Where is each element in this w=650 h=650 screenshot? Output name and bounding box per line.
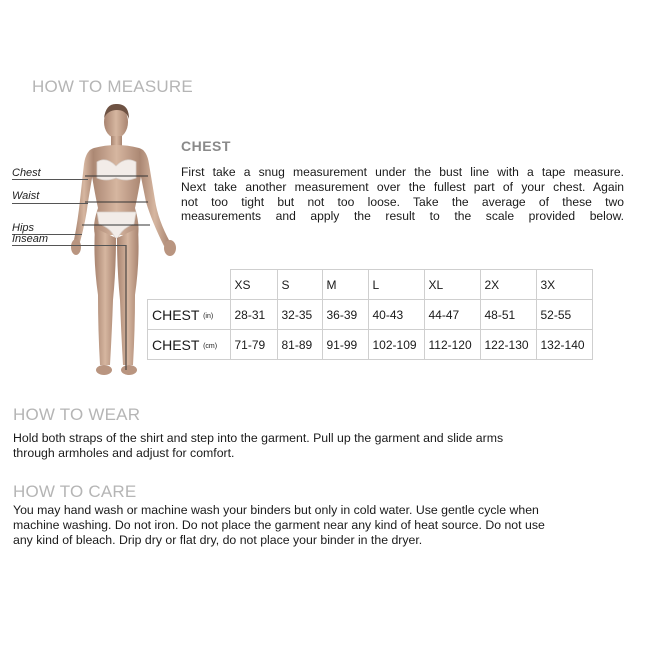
care-line: any kind of bleach. Drip dry or flat dry, do not place your binder in the dryer. xyxy=(13,533,423,547)
care-instructions xyxy=(13,503,638,548)
table-cell: 40-43 xyxy=(368,300,424,330)
size-s: S xyxy=(277,270,322,300)
size-header-row xyxy=(148,270,593,300)
size-m: M xyxy=(322,270,368,300)
table-row xyxy=(148,330,593,360)
row-header-chest-in xyxy=(148,300,231,330)
row-label: CHEST xyxy=(152,306,200,323)
chest-leader-line xyxy=(12,179,88,180)
care-line: You may hand wash or machine wash your binders but only in cold water. Use gentle cycle when xyxy=(13,503,539,517)
size-l: L xyxy=(368,270,424,300)
waist-label: Waist xyxy=(12,190,40,202)
table-cell: 44-47 xyxy=(424,300,480,330)
table-cell: 91-99 xyxy=(322,330,368,360)
table-cell: 28-31 xyxy=(230,300,277,330)
row-unit: (in) xyxy=(203,312,214,320)
chest-label: Chest xyxy=(12,167,41,179)
table-cell: 102-109 xyxy=(368,330,424,360)
chest-line: First take a snug measurement under the bust line with a tape measure. xyxy=(181,165,624,179)
table-corner xyxy=(148,270,231,300)
care-line: machine washing. Do not iron. Do not place the garment near any kind of heat source. Do not use xyxy=(13,518,545,532)
size-chart-table xyxy=(147,269,593,360)
chest-instructions xyxy=(181,165,624,224)
size-xl: XL xyxy=(424,270,480,300)
table-cell: 36-39 xyxy=(322,300,368,330)
table-cell: 81-89 xyxy=(277,330,322,360)
table-cell: 32-35 xyxy=(277,300,322,330)
table-cell: 52-55 xyxy=(536,300,592,330)
chest-line: Next take another measurement over the fullest part of your chest. Again xyxy=(181,179,624,194)
table-cell: 48-51 xyxy=(480,300,536,330)
figure-left-leg xyxy=(94,228,116,365)
size-xs: XS xyxy=(230,270,277,300)
chest-line: measurements and apply the result to the scale provided below. xyxy=(181,209,624,224)
hips-label: Hips xyxy=(12,222,35,234)
how-to-care-title: HOW TO CARE xyxy=(13,482,137,501)
figure-right-arm xyxy=(139,148,170,246)
size-3x: 3X xyxy=(536,270,592,300)
table-cell: 132-140 xyxy=(536,330,592,360)
table-cell: 112-120 xyxy=(424,330,480,360)
inseam-leader-line xyxy=(12,245,126,246)
table-row xyxy=(148,300,593,330)
row-label: CHEST xyxy=(152,336,200,353)
how-to-wear-title: HOW TO WEAR xyxy=(13,405,141,424)
row-header-chest-cm xyxy=(148,330,231,360)
figure-left-arm xyxy=(74,148,94,242)
wear-line: through armholes and adjust for comfort. xyxy=(13,446,235,460)
size-2x: 2X xyxy=(480,270,536,300)
wear-instructions xyxy=(13,431,633,461)
wear-line: Hold both straps of the shirt and step into the garment. Pull up the garment and slide arms xyxy=(13,431,504,445)
chest-title: CHEST xyxy=(181,138,231,154)
chest-line: not too tight but not too loose. Take the average of these two xyxy=(181,194,624,209)
waist-leader-line xyxy=(12,203,88,204)
inseam-label: Inseam xyxy=(12,233,49,245)
row-unit: (cm) xyxy=(203,342,218,350)
table-cell: 122-130 xyxy=(480,330,536,360)
how-to-measure-title: HOW TO MEASURE xyxy=(32,77,193,96)
figure-right-leg xyxy=(117,228,139,365)
table-cell: 71-79 xyxy=(230,330,277,360)
